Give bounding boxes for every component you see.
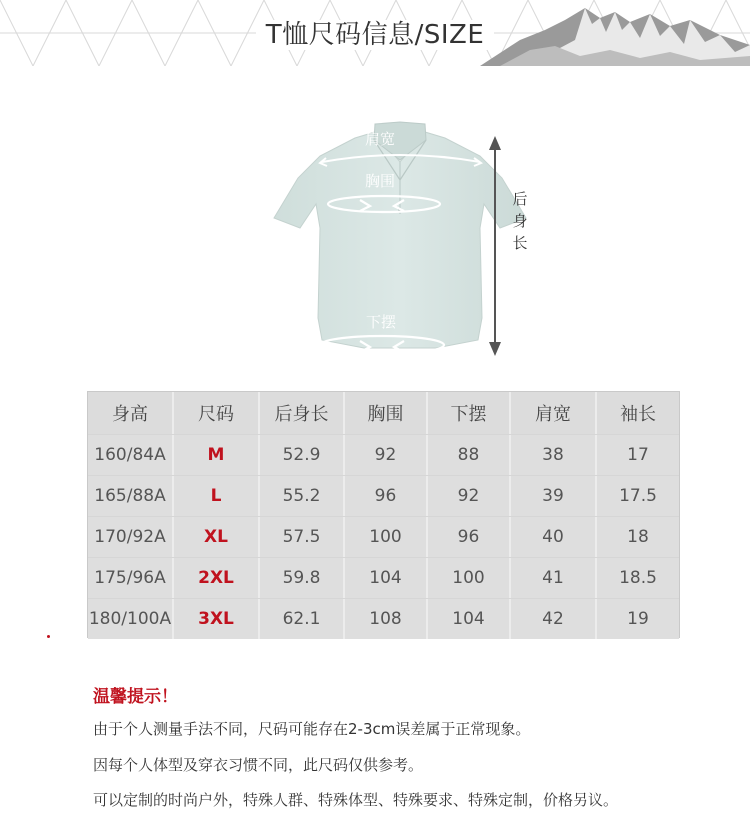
cell-hem: 104 [428, 599, 511, 639]
cell-shoulder: 39 [511, 476, 597, 516]
chest-label: 胸围 [365, 172, 396, 190]
note-line: 可以定制的时尚户外，特殊人群、特殊体型、特殊要求、特殊定制，价格另议。 [93, 791, 619, 809]
header-chest: 胸围 [345, 392, 428, 434]
table-row [88, 599, 679, 639]
cell-back-length: 57.5 [260, 517, 345, 557]
cell-hem: 96 [428, 517, 511, 557]
cell-hem: 88 [428, 435, 511, 475]
page-title: T恤尺码信息/SIZE [0, 14, 750, 51]
cell-chest: 100 [345, 517, 428, 557]
cell-size: M [174, 435, 260, 475]
cell-back-length: 59.8 [260, 558, 345, 598]
note-line: 因每个人体型及穿衣习惯不同，此尺码仅供参考。 [93, 756, 424, 774]
header-sleeve: 袖长 [620, 404, 656, 425]
hem-label: 下摆 [366, 313, 397, 331]
cell-height: 170/92A [88, 517, 174, 557]
header-hem: 下摆 [428, 392, 511, 434]
cell-chest: 108 [345, 599, 428, 639]
table-row [88, 435, 679, 475]
cell-sleeve: 17 [627, 445, 649, 465]
cell-shoulder: 41 [511, 558, 597, 598]
cell-height: 175/96A [88, 558, 174, 598]
cell-back-length: 52.9 [260, 435, 345, 475]
cell-shoulder: 40 [511, 517, 597, 557]
cell-size: 3XL [174, 599, 260, 639]
header-back-length: 后身长 [260, 392, 345, 434]
cell-shoulder: 38 [511, 435, 597, 475]
note-line: 由于个人测量手法不同，尺码可能存在2-3cm误差属于正常现象。 [93, 720, 531, 738]
table-row [88, 476, 679, 516]
cell-shoulder: 42 [511, 599, 597, 639]
cell-sleeve: 18 [627, 527, 649, 547]
header-height: 身高 [88, 392, 174, 434]
cell-chest: 92 [345, 435, 428, 475]
cell-back-length: 55.2 [260, 476, 345, 516]
cell-hem: 100 [428, 558, 511, 598]
cell-height: 165/88A [88, 476, 174, 516]
cell-sleeve: 19 [627, 609, 649, 629]
decorative-dot [47, 635, 50, 638]
cell-size: 2XL [174, 558, 260, 598]
header-shoulder: 肩宽 [511, 392, 597, 434]
cell-size: XL [174, 517, 260, 557]
size-table [87, 391, 680, 638]
shoulder-label: 肩宽 [365, 130, 396, 148]
table-row [88, 517, 679, 557]
cell-height: 160/84A [88, 435, 174, 475]
length-label: 后 身 长 [512, 190, 528, 252]
cell-sleeve: 17.5 [619, 486, 657, 506]
cell-sleeve: 18.5 [619, 568, 657, 588]
cell-chest: 104 [345, 558, 428, 598]
cell-height: 180/100A [88, 599, 174, 639]
cell-hem: 92 [428, 476, 511, 516]
cell-size: L [174, 476, 260, 516]
header-size: 尺码 [174, 392, 260, 434]
table-header-row [88, 392, 679, 434]
cell-chest: 96 [345, 476, 428, 516]
length-arrow [486, 134, 504, 358]
cell-back-length: 62.1 [260, 599, 345, 639]
header-banner [0, 0, 750, 66]
table-row [88, 558, 679, 598]
tip-title: 温馨提示！ [93, 687, 178, 707]
